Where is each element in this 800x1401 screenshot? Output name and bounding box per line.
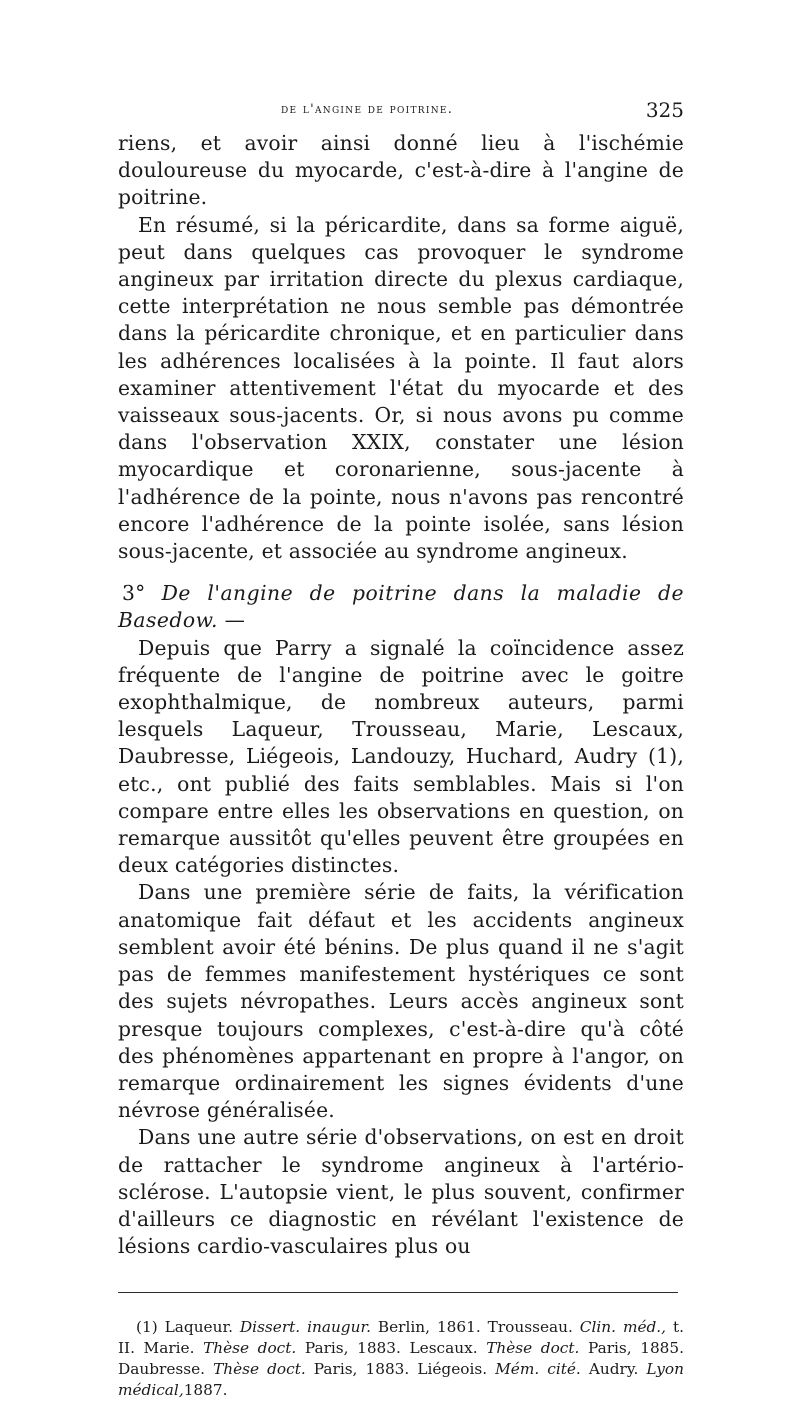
footnote-text: Laqueur. (164, 1318, 233, 1337)
footnote-divider (118, 1292, 678, 1293)
running-head: de l'angine de poitrine. (281, 102, 454, 117)
footnote-italic: Thèse doct. (486, 1339, 580, 1358)
footnote-text: Paris, 1883. Liégeois. (313, 1360, 488, 1379)
page-number: 325 (645, 98, 684, 122)
footnote-italic: Lyon médical, (118, 1360, 684, 1400)
paragraph-second-series: Dans une autre série d'observations, on est en droit de rattacher le syndrome angineux à l'artério-sclérose. L'autopsie vient, le plus souvent, confirmer d'ailleurs ce diagnostic en révélant l'existence de lésions cardio-vasculaires plus ou (118, 1125, 684, 1259)
footnote-italic: Dissert. inaugur. (239, 1318, 371, 1337)
book-page (118, 96, 684, 1401)
footnote-italic: Mém. cité. (495, 1360, 581, 1379)
paragraph-first-series: Dans une première série de faits, la vérification anatomique fait défaut et les accidents angineux semblent avoir été bénins. De plus quand il ne s'agit pas de femmes manifestement hystériques ce sont des sujets névropathes. Leurs accès angineux sont presque toujours complexes, c'est-à-dire qu'à côté des phénomènes appartenant en propre à l'angor, on remarque ordinairement les signes évidents d'une névrose généralisée. (118, 880, 684, 1123)
footnote-italic: Thèse doct. (213, 1360, 306, 1379)
footnote-italic: Clin. méd., (579, 1318, 667, 1337)
footnote-marker: (1) (136, 1318, 158, 1337)
paragraph-continuation: riens, et avoir ainsi donné lieu à l'ischémie douloureuse du myocarde, c'est-à-dire à l'angine de poitrine. (118, 131, 684, 210)
paragraph-resume: En résumé, si la péricardite, dans sa forme aiguë, peut dans quelques cas provoquer le syndrome angineux par irritation directe du plexus cardiaque, cette interprétation ne nous semble pas démontrée dans la péricardite chronique, et en particulier dans les adhérences localisées à la pointe. Il faut alors examiner attentivement l'état du myocarde et des vaisseaux sous-jacents. Or, si nous avons pu comme dans l'observation XXIX, constater une lésion myocardique et coronarienne, sous-jacente à l'adhérence de la pointe, nous n'avons pas rencontré encore l'adhérence de la pointe isolée, sans lésion sous-jacente, et associée au syndrome angineux. (118, 212, 684, 564)
footnote-text: Paris, 1883. Lescaux. (304, 1339, 478, 1358)
section-number: 3° (122, 581, 146, 606)
footnote-text: t. II. Marie. (118, 1318, 684, 1358)
section-title: De l'angine de poitrine dans la maladie de Basedow. (118, 581, 684, 633)
footnote-italic: Thèse doct. (203, 1339, 297, 1358)
footnotes (118, 1317, 684, 1401)
body-text (118, 130, 684, 1260)
footnote-text: Paris, 1885. Daubresse. (118, 1339, 685, 1379)
footnote-text: Audry. (588, 1360, 639, 1379)
section-dash: — (224, 608, 246, 633)
section-spacer (118, 565, 684, 580)
page-header (118, 96, 684, 126)
footnote-1 (118, 1317, 684, 1401)
footnote-text: Berlin, 1861. Trousseau. (377, 1318, 573, 1337)
section-heading (118, 580, 684, 634)
paragraph-basedow-intro: Depuis que Parry a signalé la coïncidence assez fréquente de l'angine de poitrine avec le goitre exophthalmique, de nombreux auteurs, parmi lesquels Laqueur, Trousseau, Marie, Lescaux, Daubresse, Liégeois, Landouzy, Huchard, Audry (1), etc., ont publié des faits semblables. Mais si l'on compare entre elles les observations en question, on remarque aussitôt qu'elles peuvent être groupées en deux catégories distinctes. (118, 635, 684, 878)
footnote-text: 1887. (183, 1381, 228, 1400)
